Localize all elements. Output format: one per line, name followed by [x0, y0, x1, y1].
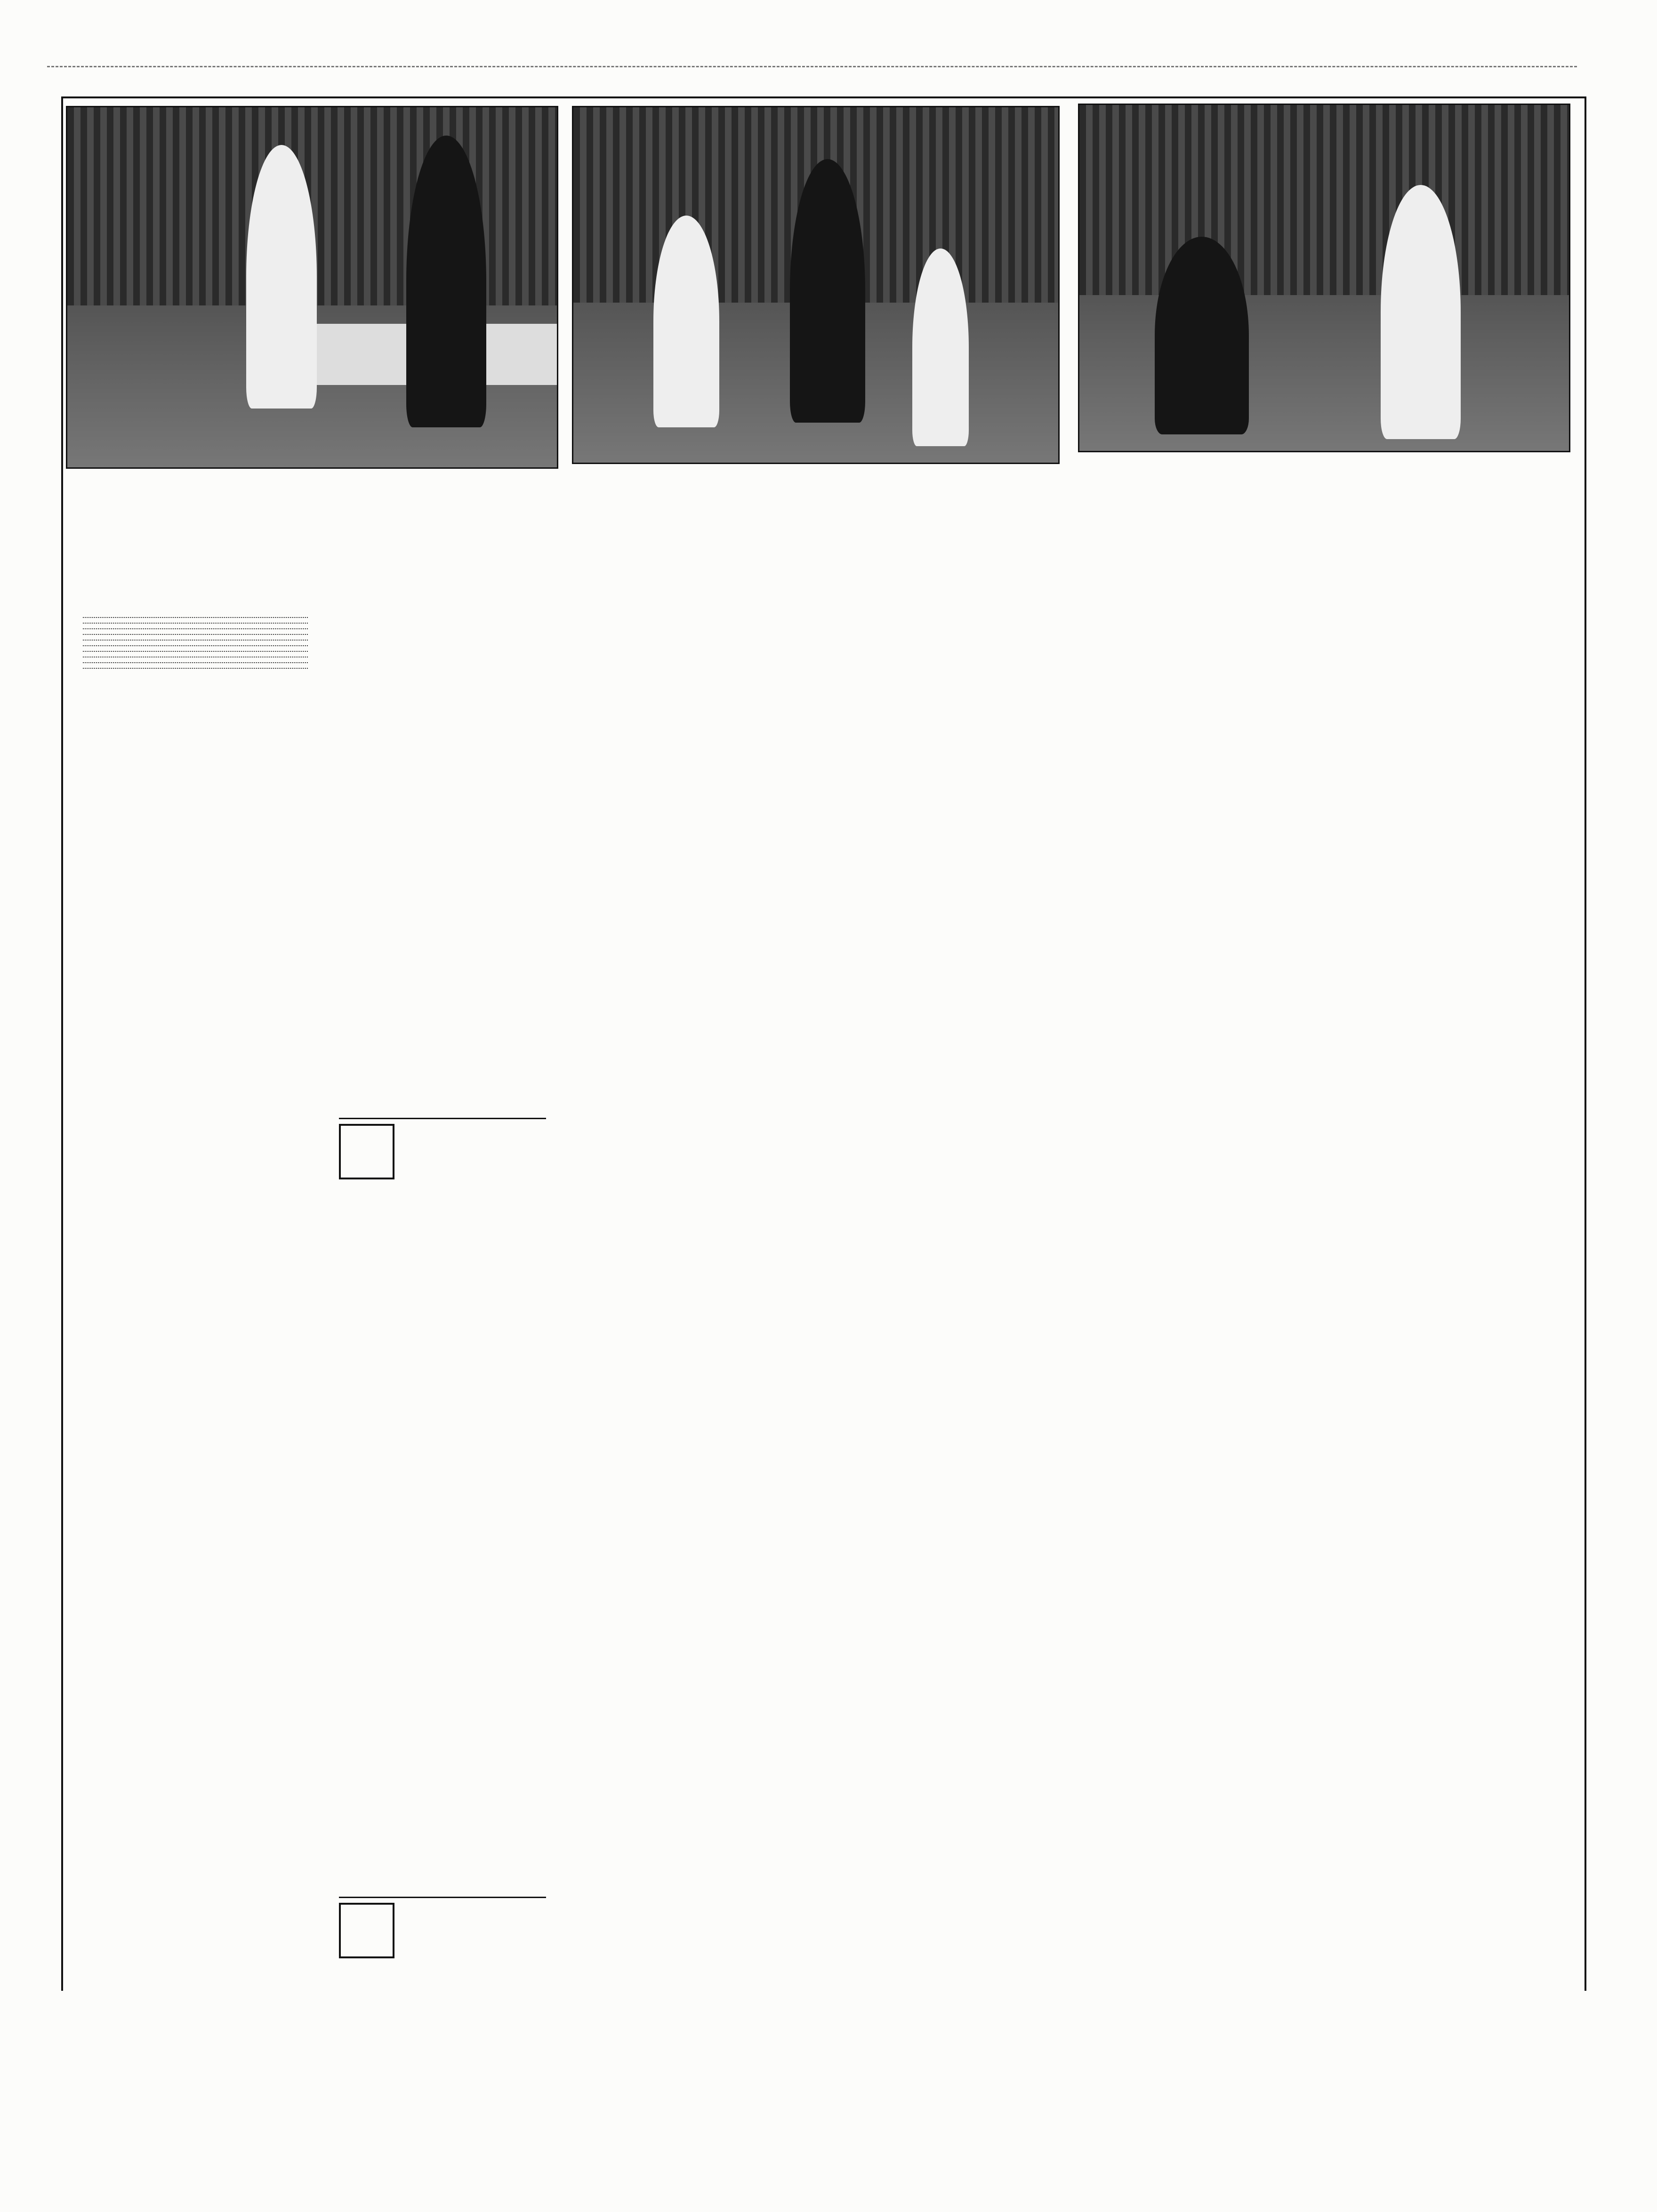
column-3: [572, 609, 812, 621]
results-list: [80, 617, 311, 673]
zona-centro: [325, 1195, 555, 1221]
top-rule: [47, 66, 1577, 67]
result-row: [80, 645, 311, 651]
photo-oceano: [1078, 104, 1570, 452]
column-2: [325, 609, 555, 635]
result-row: [80, 623, 311, 628]
photo-fafe: [572, 106, 1060, 464]
ad-vagao: [339, 1897, 546, 1969]
result-row: [80, 662, 311, 668]
result-row: [80, 657, 311, 662]
photo-bonfim: [66, 106, 558, 469]
ad-air-cargo: [339, 1118, 546, 1190]
grupor-logo-icon: [339, 1903, 394, 1958]
grupor-logo-icon: [339, 1124, 394, 1179]
result-row: [80, 634, 311, 640]
result-row: [80, 651, 311, 657]
result-row: [80, 628, 311, 634]
result-row: [80, 617, 311, 623]
result-row: [80, 668, 311, 673]
result-row: [80, 640, 311, 645]
frame-right: [1585, 96, 1586, 1991]
frame-top: [61, 96, 1586, 98]
frame-left: [61, 96, 63, 1991]
column-1: [80, 614, 311, 744]
